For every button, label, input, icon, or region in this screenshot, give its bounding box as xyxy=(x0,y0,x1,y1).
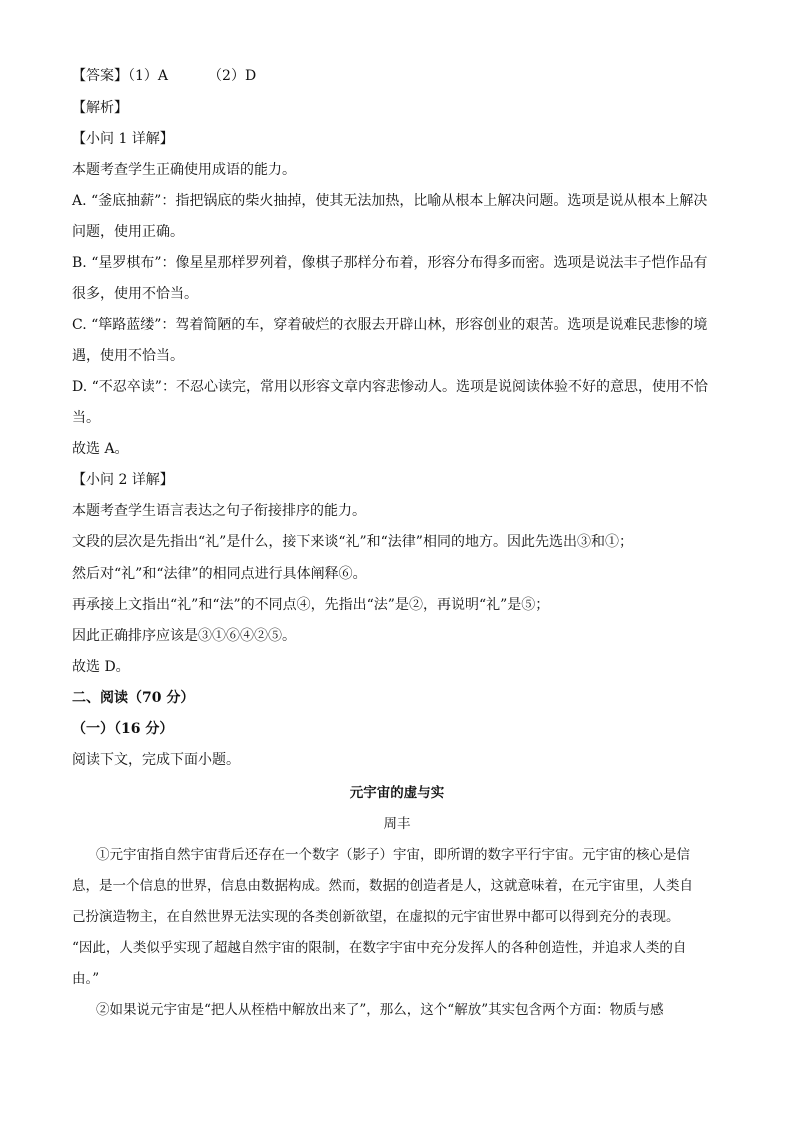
q2-line3: 再承接上文指出“礼”和“法”的不同点④，先指出“法”是②，再说明“礼”是⑤； xyxy=(72,597,550,613)
q1-option-b-line1: B. “星罗棋布”：像星星那样罗列着，像棋子那样分布着，形容分布得多而密。选项是说法丰子恺作品有 xyxy=(72,255,708,271)
q2-line4: 因此正确排序应该是③①⑥④②⑤。 xyxy=(72,628,296,644)
q2-line1: 文段的层次是先指出“礼”是什么，接下来谈“礼”和“法律”相同的地方。因此先选出③和①； xyxy=(72,534,633,550)
q1-intro: 本题考查学生正确使用成语的能力。 xyxy=(72,162,296,178)
q1-option-d-line1: D. “不忍卒读”：不忍心读完，常用以形容文章内容悲惨动人。选项是说阅读体验不好的意思，使用不恰 xyxy=(72,379,708,395)
article-p1-line2: 息，是一个信息的世界，信息由数据构成。然而，数据的创造者是人，这就意味着，在元宇宙里，人类自 xyxy=(72,878,693,894)
article-p1-line5: 由。” xyxy=(72,971,100,987)
section-instruction: 阅读下文，完成下面小题。 xyxy=(72,752,240,768)
q2-intro: 本题考查学生语言表达之句子衔接排序的能力。 xyxy=(72,503,366,519)
section-subtitle: （一）（16 分） xyxy=(72,721,174,737)
q2-line2: 然后对“礼”和“法律”的相同点进行具体阐释⑥。 xyxy=(72,566,367,582)
q1-option-c-line2: 遇，使用不恰当。 xyxy=(72,348,184,364)
answer-line xyxy=(72,66,722,86)
answer-part1: （1）A xyxy=(128,68,169,84)
q1-option-a-line1: A. “釜底抽薪”：指把锅底的柴火抽掉，使其无法加热，比喻从根本上解决问题。选项是说从根本上解决 xyxy=(72,193,708,209)
q2-conclusion: 故选 D。 xyxy=(72,659,130,675)
q2-heading: 【小问 2 详解】 xyxy=(72,472,174,488)
answer-part2: （2）D xyxy=(208,68,257,84)
section-title: 二、阅读（70 分） xyxy=(72,690,195,706)
analysis-label: 【解析】 xyxy=(72,100,128,116)
answer-label: 【答案】 xyxy=(72,68,128,84)
q1-conclusion: 故选 A。 xyxy=(72,441,129,457)
article-p1-line4: “因此，人类似乎实现了超越自然宇宙的限制，在数字宇宙中充分发挥人的各种创造性，并追求人类的自 xyxy=(72,940,687,956)
q1-option-d-line2: 当。 xyxy=(72,410,100,426)
article-title: 元宇宙的虚与实 xyxy=(349,785,445,801)
q1-option-b-line2: 很多，使用不恰当。 xyxy=(72,286,198,302)
article-p2-line1: ②如果说元宇宙是“把人从桎梏中解放出来了”，那么，这个“解放”其实包含两个方面：物质与感 xyxy=(96,1002,664,1018)
q1-option-c-line1: C. “筚路蓝缕”：驾着简陋的车，穿着破烂的衣服去开辟山林，形容创业的艰苦。选项是说难民悲惨的境 xyxy=(72,317,708,333)
article-p1-line1: ①元宇宙指自然宇宙背后还存在一个数字（影子）宇宙，即所谓的数字平行宇宙。元宇宙的核心是信 xyxy=(96,847,690,863)
q1-heading: 【小问 1 详解】 xyxy=(72,131,174,147)
article-p1-line3: 己扮演造物主，在自然世界无法实现的各类创新欲望，在虚拟的元宇宙世界中都可以得到充分的表现。 xyxy=(72,909,680,925)
q1-option-a-line2: 问题，使用正确。 xyxy=(72,224,184,240)
article-author: 周丰 xyxy=(383,816,411,832)
